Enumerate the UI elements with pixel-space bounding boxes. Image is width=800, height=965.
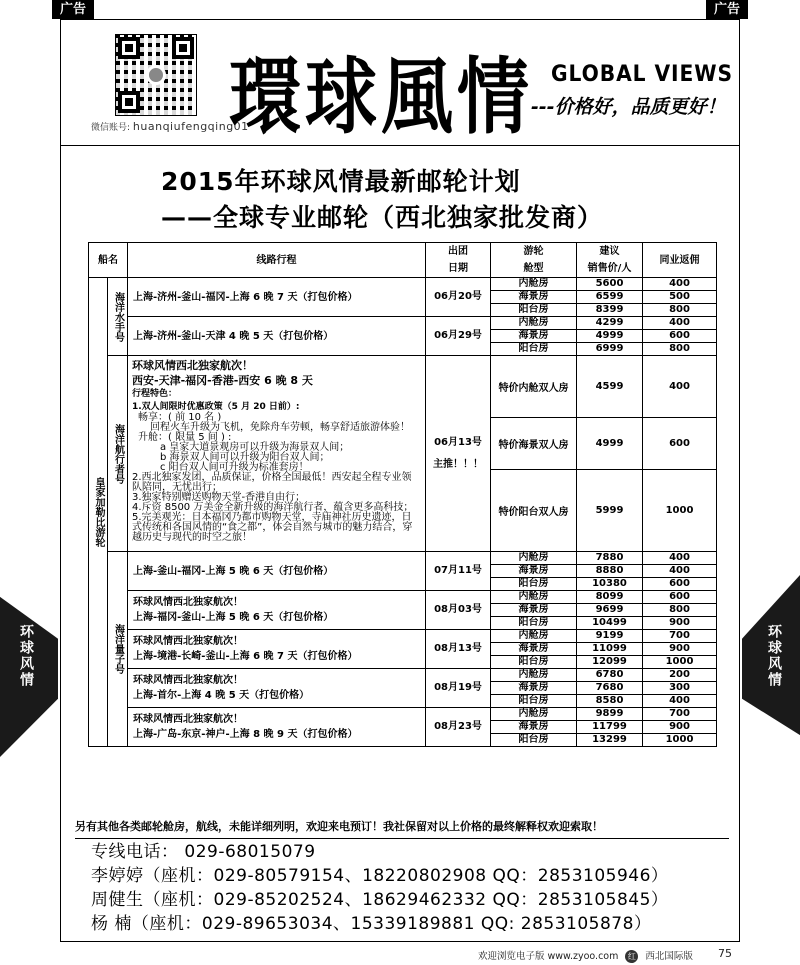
table-row xyxy=(89,317,717,330)
cabin-rebate: 900 xyxy=(643,721,717,734)
cabin-type: 阳台房 xyxy=(491,343,577,356)
navigator-itinerary xyxy=(128,356,426,552)
page-subtitle: ——全球专业邮轮（西北独家批发商） xyxy=(161,203,604,232)
cabin-type: 内舱房 xyxy=(491,591,577,604)
cabin-type: 内舱房 xyxy=(491,278,577,291)
cabin-price: 9199 xyxy=(577,630,643,643)
date-quantum-2: 08月03号 xyxy=(426,591,491,630)
cabin-type: 特价内舱双人房 xyxy=(491,356,577,418)
date-navigator: 06月13号 主推！！！ xyxy=(426,356,491,552)
header-ship: 船名 xyxy=(89,243,128,278)
slogan: ---价格好，品质更好！ xyxy=(531,96,726,118)
cabin-price: 5600 xyxy=(577,278,643,291)
cabin-price: 4999 xyxy=(577,330,643,343)
cabin-type: 海景房 xyxy=(491,604,577,617)
cabin-rebate: 300 xyxy=(643,682,717,695)
date-quantum-1: 07月11号 xyxy=(426,552,491,591)
cabin-type: 海景房 xyxy=(491,291,577,304)
cabin-rebate: 600 xyxy=(643,330,717,343)
footer xyxy=(0,945,800,965)
table-row xyxy=(89,552,717,565)
cabin-rebate: 600 xyxy=(643,578,717,591)
cabin-price: 8880 xyxy=(577,565,643,578)
cabin-price: 11099 xyxy=(577,643,643,656)
cabin-type: 海景房 xyxy=(491,643,577,656)
footer-info xyxy=(478,948,693,963)
cabin-price: 13299 xyxy=(577,734,643,747)
cabin-rebate: 400 xyxy=(643,317,717,330)
table-row xyxy=(89,669,717,682)
cabin-rebate: 200 xyxy=(643,669,717,682)
wechat-account xyxy=(91,120,249,133)
page-title: 2015年环球风情最新邮轮计划 xyxy=(161,167,521,196)
cabin-rebate: 500 xyxy=(643,291,717,304)
cabin-type: 阳台房 xyxy=(491,734,577,747)
cabin-rebate: 700 xyxy=(643,630,717,643)
detail-line: c 阳台双人间可升级为标准套房！ xyxy=(160,462,309,473)
side-banner-right-text: 环球风情 xyxy=(766,624,782,688)
table-row xyxy=(89,278,717,291)
contact-block xyxy=(91,840,668,936)
wechat-id: huanqiufengqing01 xyxy=(132,120,249,133)
cabin-rebate: 900 xyxy=(643,643,717,656)
cabin-price: 9899 xyxy=(577,708,643,721)
ship-mariner: 海洋水手号 xyxy=(108,278,128,356)
cabin-type: 海景房 xyxy=(491,565,577,578)
cabin-price: 7880 xyxy=(577,552,643,565)
cabin-price: 5999 xyxy=(577,470,643,552)
cabin-type: 阳台房 xyxy=(491,304,577,317)
hotline: 专线电话： 029-68015079 xyxy=(91,842,316,862)
page-number: 75 xyxy=(718,947,732,960)
cabin-price: 6599 xyxy=(577,291,643,304)
detail-line: 2.西北独家发团，品质保证，价格全国最低！西安起全程专业领队陪同，无忧出行； xyxy=(132,472,412,493)
table-row xyxy=(89,630,717,643)
table-header xyxy=(89,243,717,278)
ship-quantum: 海洋量子号 xyxy=(108,552,128,747)
cabin-type: 海景房 xyxy=(491,682,577,695)
cabin-rebate: 400 xyxy=(643,565,717,578)
detail-line: a 皇家大道景观房可以升级为海景双人间； xyxy=(160,442,350,453)
cabin-rebate: 800 xyxy=(643,604,717,617)
side-banner-left-text: 环球风情 xyxy=(18,624,34,688)
cruise-line-name: 皇家加勒比游轮 xyxy=(89,278,108,747)
cabin-type: 阳台房 xyxy=(491,695,577,708)
cabin-type: 阳台房 xyxy=(491,617,577,630)
navigator-heading: 环球风情西北独家航次！ xyxy=(132,359,253,372)
cabin-rebate: 1000 xyxy=(643,656,717,669)
cabin-type: 内舱房 xyxy=(491,552,577,565)
contact-line: 杨 楠（座机：029-89653034、15339189881 QQ: 2853105878） xyxy=(91,914,652,934)
qr-code-icon xyxy=(115,34,197,116)
detail-line: 畅享：( 前 10 名 ) xyxy=(138,412,222,423)
cabin-price: 4599 xyxy=(577,356,643,418)
cabin-price: 9699 xyxy=(577,604,643,617)
table-row xyxy=(89,591,717,604)
date-quantum-4: 08月19号 xyxy=(426,669,491,708)
cabin-type: 内舱房 xyxy=(491,708,577,721)
route-quantum-1: 上海-釜山-福冈-上海 5 晚 6 天（打包价格） xyxy=(128,552,426,591)
cabin-type: 内舱房 xyxy=(491,630,577,643)
advertisement-frame xyxy=(60,19,740,942)
cabin-price: 4299 xyxy=(577,317,643,330)
date-mariner-1: 06月20号 xyxy=(426,278,491,317)
cabin-type: 海景房 xyxy=(491,721,577,734)
cabin-rebate: 400 xyxy=(643,356,717,418)
ad-tag-right: 广告 xyxy=(706,0,748,19)
disclaimer-note: 另有其他各类邮轮舱房，航线，未能详细列明，欢迎来电预订！我社保留对以上价格的最终解释权欢迎索取！ xyxy=(75,818,729,839)
header-cabin: 游轮 舱型 xyxy=(491,243,577,278)
header-route: 线路行程 xyxy=(128,243,426,278)
table-row xyxy=(89,356,717,418)
route-quantum-5: 环球风情西北独家航次！ 上海-广岛-东京-神户-上海 8 晚 9 天（打包价格） xyxy=(128,708,426,747)
footer-section: 西北国际版 xyxy=(645,951,693,962)
cabin-rebate: 1000 xyxy=(643,734,717,747)
cabin-rebate: 900 xyxy=(643,617,717,630)
cabin-type: 海景房 xyxy=(491,330,577,343)
features-label: 行程特色： xyxy=(132,389,178,399)
brand-en: GLOBAL VIEWS xyxy=(551,62,734,87)
contact-line: 李婷婷（座机：029-80579154、18220802908 QQ：2853105946） xyxy=(91,866,669,886)
cabin-price: 6999 xyxy=(577,343,643,356)
header-rebate: 同业返佣 xyxy=(643,243,717,278)
cabin-type: 阳台房 xyxy=(491,656,577,669)
ship-navigator: 海洋航行者号 xyxy=(108,356,128,552)
wechat-label: 微信账号: xyxy=(91,123,131,133)
cabin-type: 特价阳台双人房 xyxy=(491,470,577,552)
detail-line: 3.独家特别赠送购物天堂-香港自由行； xyxy=(132,492,306,503)
footer-text: 欢迎浏览电子版 www.zyoo.com xyxy=(478,951,619,962)
route-quantum-3: 环球风情西北独家航次！ 上海-境港-长崎-釜山-上海 6 晚 7 天（打包价格） xyxy=(128,630,426,669)
cabin-rebate: 1000 xyxy=(643,470,717,552)
cabin-type: 内舱房 xyxy=(491,317,577,330)
header-price: 建议 销售价/人 xyxy=(577,243,643,278)
cabin-rebate: 400 xyxy=(643,278,717,291)
route-mariner-2: 上海-济州-釜山-天津 4 晚 5 天（打包价格） xyxy=(128,317,426,356)
route-quantum-2: 环球风情西北独家航次！ 上海-福冈-釜山-上海 5 晚 6 天（打包价格） xyxy=(128,591,426,630)
section-badge-icon: 红 xyxy=(625,950,638,963)
cruise-price-table xyxy=(88,242,717,747)
cabin-price: 8099 xyxy=(577,591,643,604)
cabin-type: 内舱房 xyxy=(491,669,577,682)
policy-title: 1.双人间限时优惠政策（5 月 20 日前）: xyxy=(132,402,300,412)
header-date: 出团 日期 xyxy=(426,243,491,278)
cabin-rebate: 400 xyxy=(643,695,717,708)
cabin-rebate: 800 xyxy=(643,343,717,356)
cabin-rebate: 600 xyxy=(643,418,717,470)
cabin-rebate: 800 xyxy=(643,304,717,317)
ad-tag-left: 广告 xyxy=(52,0,94,19)
detail-line: 升舱：( 限量 5 间 ) : xyxy=(138,432,232,443)
cabin-type: 特价海景双人房 xyxy=(491,418,577,470)
route-quantum-4: 环球风情西北独家航次！ 上海-首尔-上海 4 晚 5 天（打包价格） xyxy=(128,669,426,708)
navigator-route: 西安-天津-福冈-香港-西安 6 晚 8 天 xyxy=(132,374,313,387)
cabin-price: 8580 xyxy=(577,695,643,708)
header xyxy=(61,20,739,146)
cabin-rebate: 400 xyxy=(643,552,717,565)
cabin-type: 阳台房 xyxy=(491,578,577,591)
contact-line: 周健生（座机：029-85202524、18629462332 QQ：2853105845） xyxy=(91,890,669,910)
detail-line: 回程火车升级为飞机，免除舟车劳顿，畅享舒适旅游体验！ xyxy=(150,422,410,433)
cabin-price: 12099 xyxy=(577,656,643,669)
cabin-rebate: 700 xyxy=(643,708,717,721)
cabin-price: 10499 xyxy=(577,617,643,630)
detail-line: 5.完美观光：日本福冈乃都市购物天堂，寺庙神社历史遗迹，日式传统和各国风情的“食之都”，体会自然与城市的魅力结合，穿越历史与现代的时空之旅！ xyxy=(132,512,413,543)
cabin-price: 6780 xyxy=(577,669,643,682)
detail-line: 4.斥资 8500 万美金全新升级的海洋航行者，蕴含更多高科技； xyxy=(132,502,414,513)
cabin-price: 11799 xyxy=(577,721,643,734)
cabin-price: 4999 xyxy=(577,418,643,470)
brand-logo: 環球風情 xyxy=(229,47,534,145)
cabin-price: 10380 xyxy=(577,578,643,591)
table-row xyxy=(89,708,717,721)
date-mariner-2: 06月29号 xyxy=(426,317,491,356)
cabin-rebate: 600 xyxy=(643,591,717,604)
detail-line: b 海景双人间可以升级为阳台双人间； xyxy=(160,452,330,463)
date-quantum-5: 08月23号 xyxy=(426,708,491,747)
cabin-price: 7680 xyxy=(577,682,643,695)
cabin-price: 8399 xyxy=(577,304,643,317)
route-mariner-1: 上海-济州-釜山-福冈-上海 6 晚 7 天（打包价格） xyxy=(128,278,426,317)
date-quantum-3: 08月13号 xyxy=(426,630,491,669)
